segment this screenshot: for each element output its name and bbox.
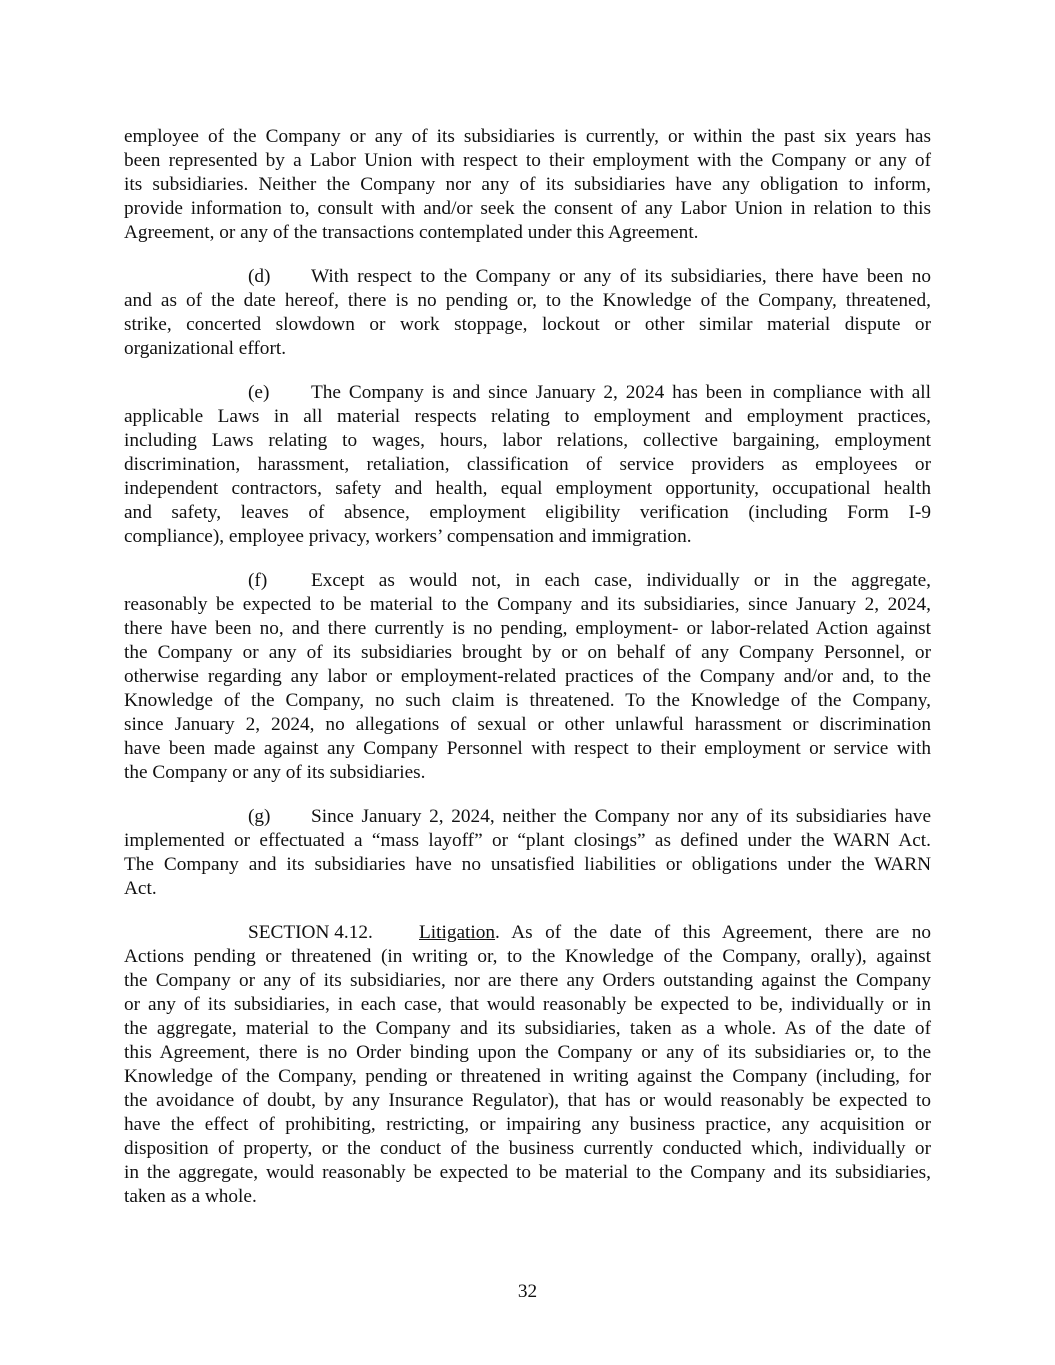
section-text: . As of the date of this Agreement, there are no bbox=[495, 922, 931, 943]
section-heading: Litigation bbox=[419, 922, 496, 943]
text-line: organizational effort. bbox=[124, 338, 287, 359]
text-line: strike, concerted slowdown or work stoppage, lockout or other similar material dispute or bbox=[124, 314, 931, 335]
text-line: Knowledge of the Company, no such claim is threatened. To the Knowledge of the Company, bbox=[124, 690, 931, 711]
text-line bbox=[124, 265, 931, 289]
text-line bbox=[124, 381, 931, 405]
clause-text: The Company is and since January 2, 2024 has been in compliance with all bbox=[311, 382, 931, 403]
clause-label: (g) bbox=[248, 806, 271, 827]
text-line: the Company or any of its subsidiaries brought by or on behalf of any Company Personnel, or bbox=[124, 642, 931, 663]
text-line: reasonably be expected to be material to the Company and its subsidiaries, since January 2, 2024, bbox=[124, 594, 931, 615]
text-line: have been made against any Company Personnel with respect to their employment or service with bbox=[124, 738, 931, 759]
text-line: or any of its subsidiaries, in each case, that would reasonably be expected to be, individually or in bbox=[124, 994, 931, 1015]
text-line: provide information to, consult with and/or seek the consent of any Labor Union in relation to this bbox=[124, 198, 931, 219]
text-line: including Laws relating to wages, hours, labor relations, collective bargaining, employment bbox=[124, 430, 931, 451]
text-line: Actions pending or threatened (in writing or, to the Knowledge of the Company, orally), against bbox=[124, 946, 931, 967]
text-line: otherwise regarding any labor or employment-related practices of the Company and/or and, to the bbox=[124, 666, 931, 687]
text-line: since January 2, 2024, no allegations of sexual or other unlawful harassment or discrimination bbox=[124, 714, 931, 735]
section-number: SECTION 4.12. bbox=[248, 922, 373, 943]
clause-text: With respect to the Company or any of its subsidiaries, there have been no bbox=[311, 266, 931, 287]
text-line: Agreement, or any of the transactions contemplated under this Agreement. bbox=[124, 222, 699, 243]
text-line bbox=[124, 805, 931, 829]
text-line: independent contractors, safety and health, equal employment opportunity, occupational health bbox=[124, 478, 931, 499]
clause-label: (e) bbox=[248, 382, 270, 403]
text-line: this Agreement, there is no Order binding upon the Company or any of its subsidiaries or, to the bbox=[124, 1042, 931, 1063]
paragraph bbox=[124, 125, 931, 245]
text-line: compliance), employee privacy, workers’ compensation and immigration. bbox=[124, 526, 692, 547]
section-4-12 bbox=[124, 921, 931, 1209]
paragraph bbox=[124, 805, 931, 901]
text-line bbox=[124, 921, 931, 945]
text-line: Knowledge of the Company, pending or threatened in writing against the Company (including, for bbox=[124, 1066, 931, 1087]
text-line: and safety, leaves of absence, employment eligibility verification (including Form I-9 bbox=[124, 502, 931, 523]
clause-label: (f) bbox=[248, 570, 268, 591]
text-line: the Company or any of its subsidiaries, nor are there any Orders outstanding against the Company bbox=[124, 970, 931, 991]
text-line: been represented by a Labor Union with respect to their employment with the Company or any of bbox=[124, 150, 931, 171]
text-line: employee of the Company or any of its subsidiaries is currently, or within the past six years has bbox=[124, 126, 931, 147]
text-line: Act. bbox=[124, 878, 157, 899]
text-line bbox=[124, 569, 931, 593]
paragraph bbox=[124, 381, 931, 549]
text-line: and as of the date hereof, there is no pending or, to the Knowledge of the Company, threatened, bbox=[124, 290, 931, 311]
clause-label: (d) bbox=[248, 266, 271, 287]
text-line: its subsidiaries. Neither the Company nor any of its subsidiaries have any obligation to inform, bbox=[124, 174, 931, 195]
paragraph bbox=[124, 569, 931, 785]
text-line: the aggregate, material to the Company and its subsidiaries, taken as a whole. As of the date of bbox=[124, 1018, 931, 1039]
page-number: 32 bbox=[517, 1281, 538, 1302]
paragraph bbox=[124, 265, 931, 361]
text-line: the avoidance of doubt, by any Insurance Regulator), that has or would reasonably be expected to bbox=[124, 1090, 931, 1111]
text-line: taken as a whole. bbox=[124, 1186, 257, 1207]
text-line: implemented or effectuated a “mass layoff” or “plant closings” as defined under the WARN Act. bbox=[124, 830, 931, 851]
clause-text: Since January 2, 2024, neither the Company nor any of its subsidiaries have bbox=[311, 806, 931, 827]
text-line: have the effect of prohibiting, restricting, or impairing any business practice, any acquisition or bbox=[124, 1114, 931, 1135]
text-line: there have been no, and there currently is no pending, employment- or labor-related Action against bbox=[124, 618, 931, 639]
document-body bbox=[124, 125, 931, 1229]
text-line: applicable Laws in all material respects relating to employment and employment practices, bbox=[124, 406, 931, 427]
clause-text: Except as would not, in each case, individually or in the aggregate, bbox=[311, 570, 931, 591]
text-line: disposition of property, or the conduct of the business currently conducted which, individually or bbox=[124, 1138, 931, 1159]
text-line: in the aggregate, would reasonably be expected to be material to the Company and its subsidiaries, bbox=[124, 1162, 931, 1183]
text-line: the Company or any of its subsidiaries. bbox=[124, 762, 426, 783]
text-line: The Company and its subsidiaries have no unsatisfied liabilities or obligations under the WARN bbox=[124, 854, 931, 875]
text-line: discrimination, harassment, retaliation, classification of service providers as employees or bbox=[124, 454, 931, 475]
